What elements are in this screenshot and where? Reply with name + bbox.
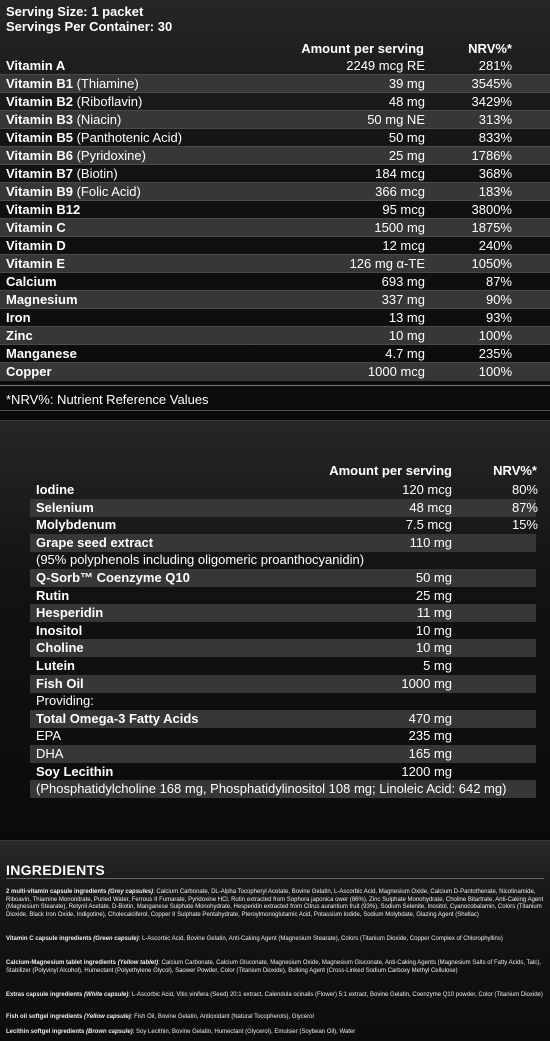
ingredient-amount: 1000 mg [401, 675, 452, 691]
nutrient-amount: 337 mg [381, 292, 425, 307]
ingredient-paragraph [6, 1014, 544, 1022]
nutrient-label: Vitamin A [6, 58, 66, 73]
nutrient-name [6, 309, 31, 327]
ingredient-label: Inositol [36, 622, 83, 638]
nutrient-amount: 13 mg [388, 310, 425, 325]
nutrient-name [6, 183, 141, 201]
divider [0, 385, 550, 386]
servings-per-container: Servings Per Container: 30 [6, 19, 173, 34]
nutrient-label: Magnesium [6, 292, 78, 307]
table-row [0, 309, 550, 327]
ingredient-label: (Phosphatidylcholine 168 mg, Phosphatidylinositol 108 mg; Linoleic Acid: 642 mg) [36, 781, 507, 797]
ingredient-group-tag: (Yellow capsule) [84, 1014, 131, 1020]
ingredient-name [36, 675, 84, 693]
ingredient-name [36, 710, 199, 728]
extras-panel [0, 420, 550, 833]
table-row [30, 657, 536, 675]
ingredient-label: Grape seed extract [36, 534, 154, 550]
nutrient-amount: 2249 mcg RE [346, 58, 425, 73]
table-row [0, 327, 550, 345]
table-row [0, 75, 550, 93]
ingredient-name [36, 622, 82, 640]
table-row [30, 622, 536, 640]
ingredient-name [36, 745, 63, 763]
nutrient-label: Iron [6, 310, 31, 325]
ingredient-name [36, 534, 153, 552]
ingredient-name [36, 692, 94, 710]
nutrient-name [6, 345, 77, 363]
nutrient-amount: 48 mg [388, 94, 425, 109]
table-row [0, 183, 550, 201]
nutrient-nrv: 281% [478, 58, 512, 73]
table-row [30, 604, 536, 622]
table-row [30, 675, 536, 693]
ingredient-label: Providing: [36, 693, 94, 709]
nutrient-nrv: 183% [478, 184, 512, 199]
table-row [30, 780, 536, 798]
table-row [0, 255, 550, 273]
ingredient-name [36, 569, 190, 587]
ingredient-name [36, 604, 103, 622]
table-row [0, 201, 550, 219]
ingredient-label: DHA [36, 746, 64, 761]
nutrient-amount: 693 mg [381, 274, 425, 289]
ingredient-amount: 50 mg [415, 570, 452, 585]
table-row [30, 499, 536, 517]
ingredient-paragraph [6, 1029, 544, 1037]
ingredient-nrv: 80% [511, 482, 538, 497]
nutrient-amount: 95 mcg [382, 202, 425, 217]
nutrient-nrv: 1786% [471, 148, 512, 163]
vitamin-mineral-panel [0, 0, 550, 411]
nutrient-name [6, 255, 65, 273]
table-row [0, 129, 550, 147]
ingredient-group-tag: (Brown capsule) [86, 1029, 133, 1035]
ingredient-amount: 10 mg [415, 640, 452, 656]
nutrient-nrv: 833% [478, 130, 512, 145]
table-row [30, 534, 536, 552]
ingredient-group-tag: (Grey capsules) [108, 889, 154, 895]
nutrient-name [6, 129, 182, 147]
table-row [30, 587, 536, 605]
nrv-header: NRV%* [468, 41, 512, 56]
ingredient-label: Selenium [36, 499, 94, 515]
ingredient-name [36, 763, 113, 781]
ingredient-list: : Calcium Carbonate, Calcium Gluconate, Magnesium Oxide, Magnesium Gluconate, Anti-Caking Agents (Magnesium Salts of Fatty Acids, Talc), Stabilizer (Polyvinyl Alcohol), Humectant (Polyethylene Glycol), Saower Powder, Color (Titanium Dioxide), Bulking Agent (Cross-Linked Sodium Carboxy Methyl Cellulose) [6, 960, 541, 974]
amount-header: Amount per serving [329, 463, 452, 478]
ingredient-list: : Soy Lecithin, Bovine Gelatin, Humectant (Glycerol), Emulsier (Soybean Oil), Water [132, 1029, 356, 1035]
ingredient-paragraph [6, 889, 544, 919]
nutrient-amount: 1500 mg [374, 220, 425, 235]
table-row [0, 291, 550, 309]
nutrient-name [6, 273, 57, 291]
nutrient-nrv: 100% [478, 364, 512, 379]
nutrient-nrv: 3800% [471, 202, 512, 217]
nutrient-amount: 184 mcg [375, 166, 425, 181]
ingredient-paragraph [6, 936, 544, 944]
nutrient-nrv: 100% [478, 328, 512, 343]
ingredient-label: Lutein [36, 658, 75, 673]
table-row [0, 57, 550, 75]
nutrient-detail: (Folic Acid) [72, 184, 141, 199]
ingredient-label: Molybdenum [36, 517, 117, 533]
ingredient-amount: 235 mg [408, 728, 452, 744]
ingredient-name [36, 499, 94, 517]
ingredients-title: INGREDIENTS [6, 862, 105, 878]
nutrient-nrv: 235% [478, 346, 512, 361]
nutrient-label: Vitamin B3 [6, 112, 73, 127]
nutrient-nrv: 1050% [471, 256, 512, 271]
nutrient-label: Vitamin B6 [6, 148, 73, 163]
nutrient-name [6, 237, 66, 255]
nutrient-nrv: 3545% [471, 76, 512, 91]
ingredient-amount: 10 mg [415, 622, 452, 638]
nutrient-label: Calcium [6, 274, 57, 289]
ingredient-label: Fish Oil [36, 675, 84, 691]
ingredient-name [36, 551, 364, 569]
nutrient-label: Manganese [6, 346, 77, 361]
nutrient-name [6, 327, 33, 345]
table-row [0, 93, 550, 111]
ingredient-name [36, 727, 61, 745]
table-row [30, 639, 536, 657]
nutrient-label: Vitamin B9 [6, 184, 73, 199]
ingredient-group-tag: (White capsule) [84, 992, 129, 998]
table-row [30, 481, 536, 499]
ingredient-group-label: Fish oil softgel ingredients [6, 1014, 85, 1020]
table-row [0, 111, 550, 129]
nutrient-amount: 126 mg α-TE [349, 256, 425, 271]
ingredient-group-label: 2 multi-vitamin capsule ingredients [6, 889, 109, 895]
ingredient-label: Choline [36, 640, 84, 656]
ingredients-divider [6, 878, 544, 879]
ingredient-label: (95% polyphenols including oligomeric proanthocyanidin) [36, 552, 365, 568]
table-row [0, 273, 550, 291]
ingredient-group-tag: (Green capsule) [93, 936, 139, 942]
table-row [30, 727, 536, 745]
table-row [30, 551, 536, 569]
ingredient-amount: 110 mg [409, 534, 452, 550]
nutrient-detail: (Thiamine) [72, 76, 139, 91]
nutrient-nrv: 368% [478, 166, 512, 181]
ingredient-group-label: Calcium-Magnesium tablet ingredients [6, 960, 118, 966]
nutrient-nrv: 90% [485, 292, 512, 307]
nutrient-nrv: 87% [485, 274, 512, 289]
nutrient-name [6, 291, 78, 309]
nutrient-amount: 4.7 mg [385, 346, 425, 361]
nutrient-label: Vitamin B2 [6, 94, 73, 109]
nutrient-detail: (Niacin) [72, 112, 122, 127]
nutrient-detail: (Biotin) [72, 166, 118, 181]
ingredient-list: : L-Ascorbic Acid, Bovine Gelatin, Anti-Caking Agent (Magnesium Stearate), Colors (Titanium Dioxide, Copper Complex of Chlorophyllins) [138, 936, 503, 942]
nutrient-amount: 50 mg NE [367, 112, 425, 127]
ingredient-name [36, 657, 75, 675]
ingredient-amount: 5 mg [423, 658, 452, 673]
nutrient-nrv: 240% [478, 238, 512, 253]
table-row [30, 692, 536, 710]
ingredient-label: EPA [36, 728, 62, 744]
nutrient-name [6, 93, 142, 111]
table-row [30, 763, 536, 781]
ingredient-amount: 120 mcg [402, 482, 452, 497]
ingredient-label: Iodine [36, 482, 75, 497]
table-row [0, 237, 550, 255]
ingredient-list: : Fish Oil, Bovine Gelatin, Antioxidant (Natural Tocopherols), Glycerol [130, 1014, 314, 1020]
nutrient-label: Zinc [6, 328, 33, 343]
ingredient-amount: 48 mcg [409, 499, 452, 515]
ingredient-group-tag: (Yellow tablet) [117, 960, 159, 966]
ingredient-group-label: Extras capsule ingredients [6, 992, 85, 998]
table-row [30, 710, 536, 728]
ingredient-nrv: 87% [511, 499, 538, 515]
table-row [0, 219, 550, 237]
table-row [0, 147, 550, 165]
nutrient-label: Copper [6, 364, 52, 379]
nutrient-label: Vitamin B12 [6, 202, 81, 217]
ingredient-list: : L-Ascorbic Acid, Vitis vinifera (Seed) 20:1 extract, Calendula ocinalis (Flower) 5:1 extract, Bovine Gelatin, Coenzyme Q10 powder, Color (Titanium Dioxide) [128, 992, 543, 998]
nutrient-nrv: 1875% [471, 220, 512, 235]
ingredient-amount: 11 mg [416, 605, 452, 621]
nutrient-nrv: 313% [478, 112, 512, 127]
ingredient-amount: 25 mg [415, 587, 452, 603]
ingredient-label: Hesperidin [36, 605, 104, 621]
ingredient-name [36, 587, 69, 605]
nutrient-label: Vitamin D [6, 238, 66, 253]
nutrient-name [6, 219, 66, 237]
nutrient-nrv: 3429% [471, 94, 512, 109]
ingredient-list: : Calcium Carbonate, DL-Alpha Tocopheryl Acetate, Bovine Gelatin, L-Ascorbic Acid, Magnesium Oxide, Calcium D-Pantothenate, Nicotinamide, Riboavin, Thiamine Mononitrate, Puried Water, Ferrous II Fumarate, Pyridoxine HCl, Rutin extracted from Sophora japonica ower (86%), Zinc Sulphate Monohydrate, Choline Bitartrate, Anti-Caking Agent (Magnesium Stearate), Retynil Acetate, D-Biotin, Manganese Sulphate Monohydrate, Hesperidin extracted from Citrus aurantium fruit (93%), Sodium Selenite, Inositol, Cyanocobalamin, Colors (Titanium Dioxide, Black Iron Oxide, Indigotine), Cholecalciferol, Copper II Sulphate Pentahydrate, Pteroylmonoglutamic Acid, Potassium Iodide, Sodium Molybdate, Glazing Agent (Shellac) [6, 889, 544, 918]
ingredient-paragraph [6, 992, 544, 1000]
nutrient-label: Vitamin B5 [6, 130, 73, 145]
amount-header: Amount per serving [301, 41, 424, 56]
ingredient-amount: 165 mg [408, 746, 452, 761]
nutrient-amount: 25 mg [388, 148, 425, 163]
nutrient-amount: 50 mg [388, 130, 425, 145]
nutrient-amount: 1000 mcg [367, 364, 425, 379]
nutrient-amount: 10 mg [388, 328, 425, 343]
ingredient-amount: 1200 mg [401, 763, 452, 779]
ingredient-name [36, 516, 116, 534]
nutrient-name [6, 165, 118, 183]
nrv-footnote: *NRV%: Nutrient Reference Values [6, 392, 209, 407]
nutrient-amount: 366 mcg [375, 184, 425, 199]
ingredient-group-label: Vitamin C capsule ingredients [6, 936, 94, 942]
ingredient-label: Soy Lecithin [36, 763, 114, 779]
ingredient-name [36, 780, 506, 798]
nutrient-name [6, 57, 65, 75]
nutrient-nrv: 93% [485, 310, 512, 325]
ingredient-label: Total Omega-3 Fatty Acids [36, 710, 199, 726]
ingredient-amount: 470 mg [408, 710, 452, 726]
nutrient-label: Vitamin C [6, 220, 66, 235]
ingredient-amount: 7.5 mcg [405, 517, 452, 533]
table-row [30, 745, 536, 763]
nutrient-detail: (Panthotenic Acid) [72, 130, 183, 145]
ingredient-paragraph [6, 960, 544, 975]
ingredient-name [36, 639, 84, 657]
nutrient-detail: (Pyridoxine) [72, 148, 146, 163]
nutrient-amount: 39 mg [388, 76, 425, 91]
nutrient-label: Vitamin B1 [6, 76, 73, 91]
ingredient-label: Q-Sorb™ Coenzyme Q10 [36, 570, 190, 585]
table-row [30, 516, 536, 534]
serving-size: Serving Size: 1 packet [6, 4, 144, 19]
ingredient-group-label: Lecithin softgel ingredients [6, 1029, 87, 1035]
table-row [30, 569, 536, 587]
table-row [0, 345, 550, 363]
nutrient-name [6, 75, 139, 93]
nutrient-amount: 12 mcg [382, 238, 425, 253]
nutrient-label: Vitamin E [6, 256, 66, 271]
nutrient-name [6, 363, 52, 381]
ingredient-label: Rutin [36, 587, 70, 603]
nutrient-name [6, 201, 80, 219]
table-row [0, 165, 550, 183]
table-row [0, 363, 550, 381]
nutrient-name [6, 147, 146, 165]
ingredient-nrv: 15% [511, 517, 538, 533]
ingredient-name [36, 481, 74, 499]
nutrient-name [6, 111, 121, 129]
nutrient-label: Vitamin B7 [6, 166, 73, 181]
nutrient-detail: (Riboflavin) [72, 94, 143, 109]
nrv-header: NRV%* [493, 463, 537, 478]
